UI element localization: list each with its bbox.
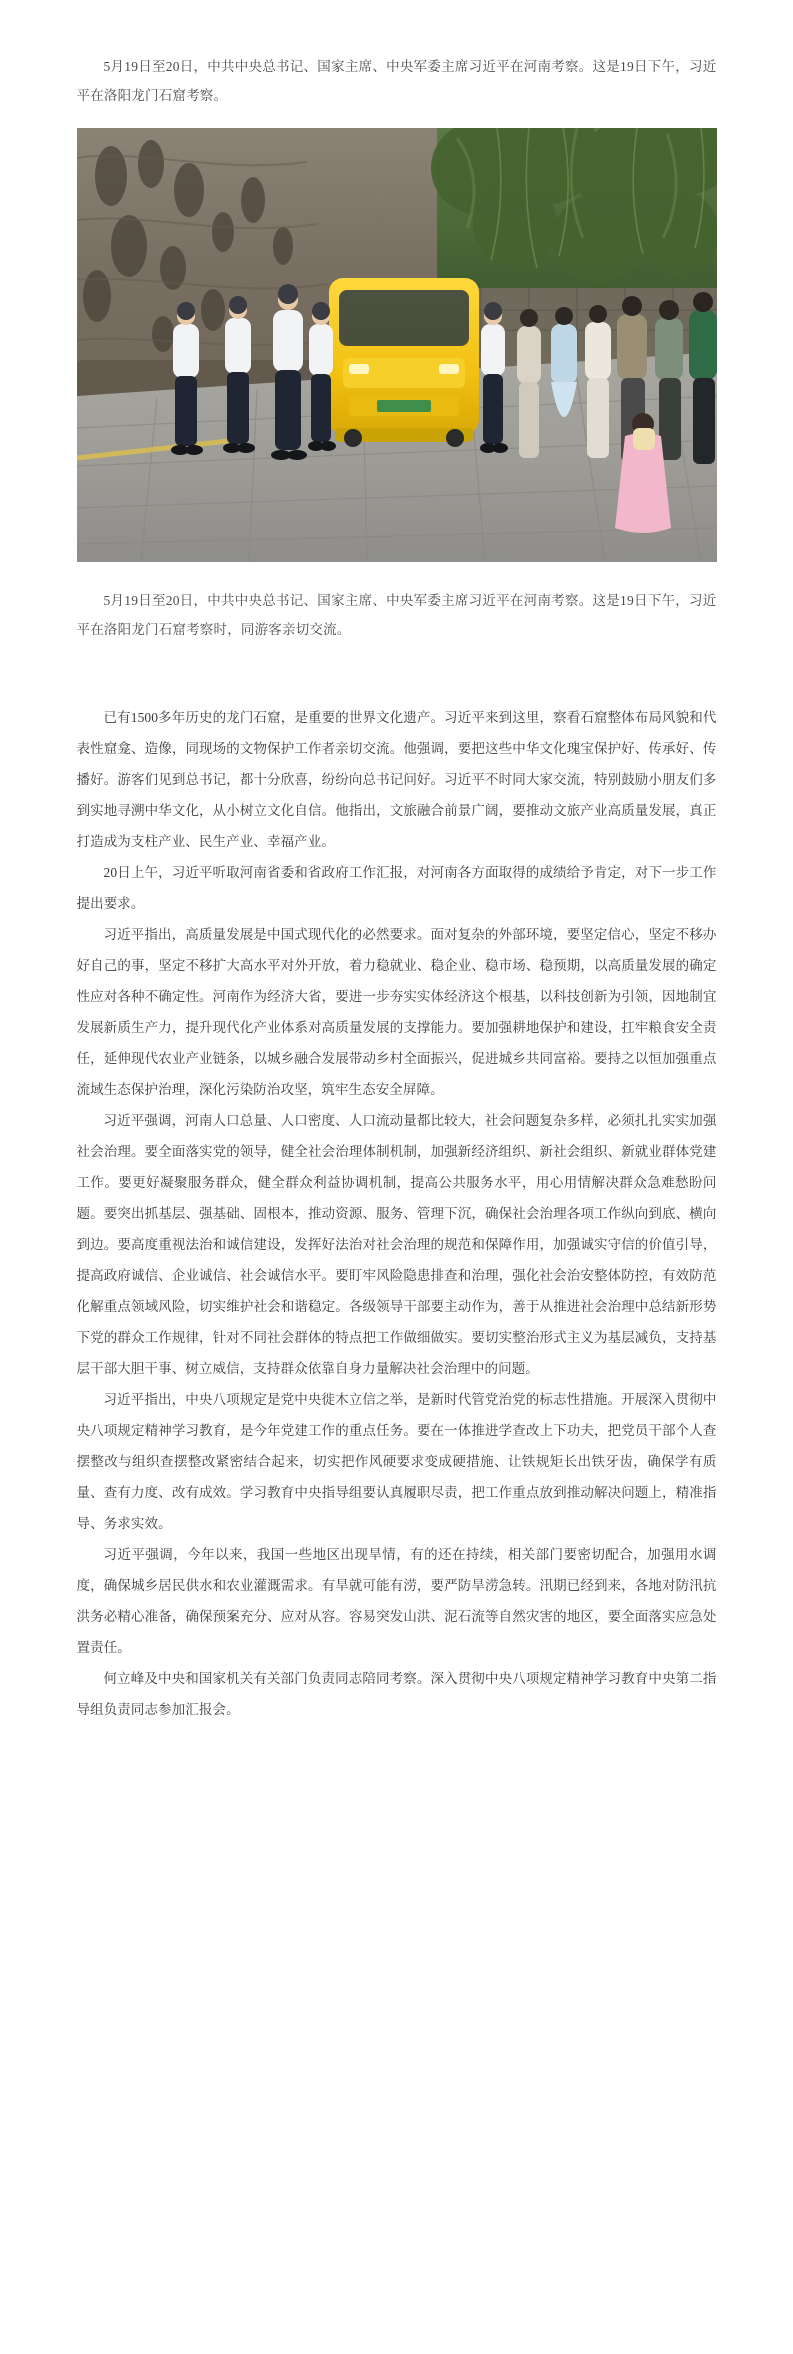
article-paragraph: 习近平指出，高质量发展是中国式现代化的必然要求。面对复杂的外部环境，要坚定信心，坚定不移办好自己的事，坚定不移扩大高水平对外开放，着力稳就业、稳企业、稳市场、稳预期，以高质量发展的确定性应对各种不确定性。河南作为经济大省，要进一步夯实实体经济这个根基，以科技创新为引领，因地制宜发展新质生产力，提升现代化产业体系对高质量发展的支撑能力。要加强耕地保护和建设，扛牢粮食安全责任，延伸现代农业产业链条，以城乡融合发展带动乡村全面振兴，促进城乡共同富裕。要持之以恒加强重点流域生态保护治理，深化污染防治攻坚，筑牢生态安全屏障。 — [76, 927, 717, 1097]
article-lede: 5月19日至20日，中共中央总书记、国家主席、中央军委主席习近平在河南考察。这是19日下午，习近平在洛阳龙门石窟考察。 — [76, 59, 717, 103]
xi-jinping-longmen-grottoes-photo — [77, 128, 717, 562]
article-paragraph: 习近平强调，河南人口总量、人口密度、人口流动量都比较大，社会问题复杂多样，必须扎扎实实加强社会治理。要全面落实党的领导，健全社会治理体制机制，加强新经济组织、新社会组织、新就业群体党建工作。要更好凝聚服务群众，健全群众利益协调机制，提高公共服务水平，用心用情解决群众急难愁盼问题。要突出抓基层、强基础、固根本，推动资源、服务、管理下沉，确保社会治理各项工作纵向到底、横向到边。要高度重视法治和诚信建设，发挥好法治对社会治理的规范和保障作用，加强诚实守信的价值引导，提高政府诚信、企业诚信、社会诚信水平。要盯牢风险隐患排查和治理，强化社会治安整体防控，有效防范化解重点领域风险，切实维护社会和谐稳定。各级领导干部要主动作为，善于从推进社会治理中总结新形势下党的群众工作规律，针对不同社会群体的特点把工作做细做实。要切实整治形式主义为基层减负，支持基层干部大胆干事、树立威信，支持群众依靠自身力量解决社会治理中的问题。 — [76, 1113, 717, 1376]
article-paragraph: 何立峰及中央和国家机关有关部门负责同志陪同考察。深入贯彻中央八项规定精神学习教育中央第二指导组负责同志参加汇报会。 — [76, 1671, 717, 1717]
article-paragraph: 已有1500多年历史的龙门石窟，是重要的世界文化遗产。习近平来到这里，察看石窟整体布局风貌和代表性窟龛、造像，同现场的文物保护工作者亲切交流。他强调，要把这些中华文化瑰宝保护好、传承好、传播好。游客们见到总书记，都十分欣喜，纷纷向总书记问好。习近平不时同大家交流，特别鼓励小朋友们多到实地寻溯中华文化，从小树立文化自信。他指出，文旅融合前景广阔，要推动文旅产业高质量发展，真正打造成为支柱产业、民生产业、幸福产业。 — [76, 710, 717, 849]
article-paragraph: 20日上午，习近平听取河南省委和省政府工作汇报，对河南各方面取得的成绩给予肯定，对下一步工作提出要求。 — [76, 865, 717, 911]
shuttle-bus — [329, 278, 479, 447]
figure-caption: 5月19日至20日，中共中央总书记、国家主席、中央军委主席习近平在河南考察。这是19日下午，习近平在洛阳龙门石窟考察时，同游客亲切交流。 — [76, 593, 717, 637]
article-content — [77, 0, 717, 1785]
page-bottom-spacer — [77, 1725, 717, 1785]
article-figure — [77, 128, 717, 644]
article-paragraph: 习近平指出，中央八项规定是党中央徙木立信之举，是新时代管党治党的标志性措施。开展深入贯彻中央八项规定精神学习教育，是今年党建工作的重点任务。要在一体推进学查改上下功夫，把党员干部个人查摆整改与组织查摆整改紧密结合起来，切实把作风硬要求变成硬措施、让铁规矩长出铁牙齿，确保学有质量、查有力度、改有成效。学习教育中央指导组要认真履职尽责，把工作重点放到推动解决问题上，精准指导、务求实效。 — [76, 1392, 717, 1531]
article-body — [77, 702, 717, 1725]
article-paragraph: 习近平强调，今年以来，我国一些地区出现旱情，有的还在持续，相关部门要密切配合，加强用水调度，确保城乡居民供水和农业灌溉需求。有旱就可能有涝，要严防旱涝急转。汛期已经到来，各地对防汛抗洪务必精心准备，确保预案充分、应对从容。容易突发山洪、泥石流等自然灾害的地区，要全面落实应急处置责任。 — [76, 1547, 717, 1655]
